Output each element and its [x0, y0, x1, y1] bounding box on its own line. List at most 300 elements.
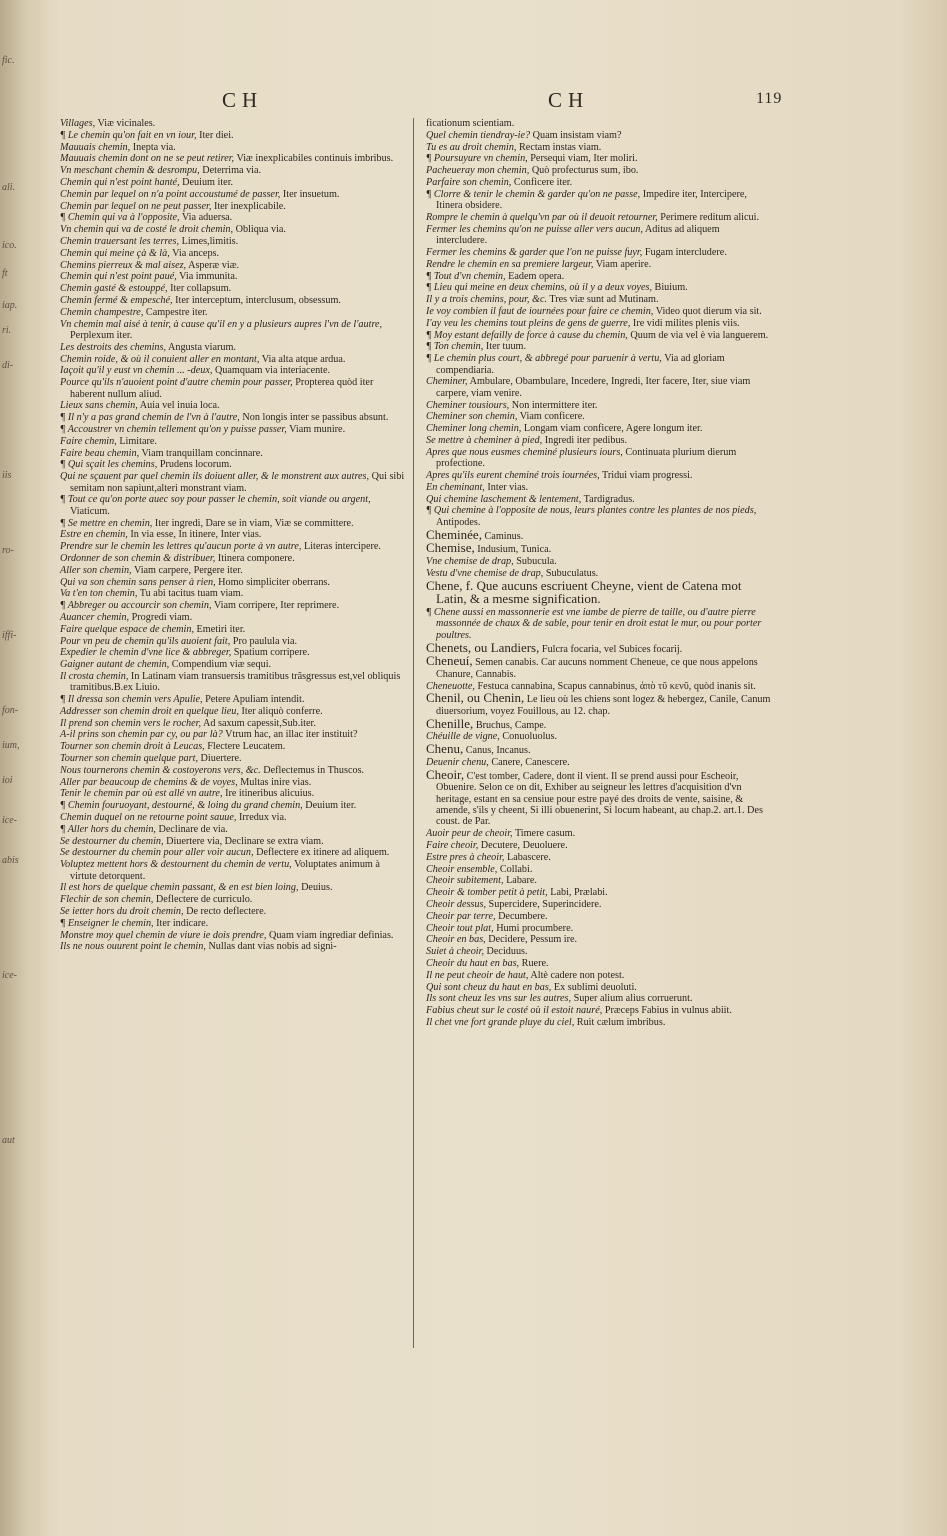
entry-latin: Præceps Fabius in vulnus abiit.: [602, 1005, 732, 1017]
entry-latin: Deciduus.: [484, 946, 528, 958]
entry-latin: Altè cadere non potest.: [528, 969, 625, 981]
dictionary-entry: [60, 612, 405, 623]
entry-french: Chemin gasté & estouppé,: [60, 283, 168, 295]
entry-latin: Quamquam via interiacente.: [212, 365, 331, 377]
entry-french: Cheoir tout plat,: [426, 922, 494, 934]
entry-french: ¶ Chemin fouruoyant, destourné, & loing du grand chemin,: [60, 800, 303, 812]
entry-latin: Non longis inter se passibus absunt.: [239, 412, 389, 424]
entry-french: Vestu d'vne chemise de drap,: [426, 567, 544, 579]
entry-french: Qui chemine laschement & lentement,: [426, 493, 582, 505]
entry-latin: Inepta via.: [130, 141, 176, 153]
entry-latin: Decutere, Deuoluere.: [478, 839, 568, 851]
page-number: 119: [756, 90, 783, 107]
entry-french: ¶ Abbreger ou accourcir son chemin,: [60, 600, 212, 612]
entry-french: Iaçoit qu'il y eust vn chemin ... -deux,: [60, 365, 213, 377]
entry-french: Chemin champestre,: [60, 306, 144, 318]
entry-french: ¶ Tout d'vn chemin,: [426, 270, 506, 282]
entry-french: Estre pres à cheoir,: [426, 851, 505, 863]
dictionary-entry: [60, 153, 405, 164]
entry-latin: Semen canabis. Car aucuns nomment Cheneue, ce que nous appelons Chanure, Cannabis.: [436, 657, 758, 680]
dictionary-entry: [60, 894, 405, 905]
entry-french: Expedier le chemin d'vne lice & abbreger,: [60, 647, 232, 659]
entry-french: Fabius cheut sur le costé où il estoit nauré,: [426, 1005, 603, 1017]
dictionary-entry: [426, 294, 772, 305]
entry-french: Cheneuotte,: [426, 680, 475, 692]
entry-latin: Flectere Leucatem.: [204, 741, 286, 753]
gutter-mark: ice-: [2, 970, 17, 981]
dictionary-entry: [426, 946, 772, 957]
dictionary-entry: [426, 993, 772, 1004]
entry-french: Cheoir & tomber petit à petit,: [426, 887, 548, 899]
dictionary-entry: [60, 236, 405, 247]
dictionary-entry: [60, 588, 405, 599]
dictionary-entry: [60, 189, 405, 200]
dictionary-entry: [60, 729, 405, 740]
entry-latin: Asperæ viæ.: [186, 259, 240, 271]
entry-french: Fermer les chemins & garder que l'on ne puisse fuyr,: [426, 246, 643, 258]
dictionary-entry: [60, 377, 405, 400]
dictionary-entry: [60, 165, 405, 176]
entry-latin: Conficere iter.: [511, 176, 573, 188]
entry-latin: ficationum scientiam.: [426, 118, 515, 129]
entry-french: ¶ Le chemin qu'on fait en vn iour,: [60, 129, 197, 141]
dictionary-entry: [60, 130, 405, 141]
gutter-mark: ium,: [2, 740, 20, 751]
dictionary-entry: [426, 165, 772, 176]
entry-french: Lieux sans chemin,: [60, 400, 138, 412]
dictionary-entry: [426, 118, 772, 129]
entry-latin: Viam corripere, Iter reprimere.: [211, 600, 340, 612]
entry-latin: Labi, Prælabi.: [547, 887, 608, 899]
entry-french: Chenille,: [426, 715, 474, 731]
entry-french: Il prend son chemin vers le rocher,: [60, 717, 201, 729]
entry-latin: Irredux via.: [236, 812, 287, 824]
entry-french: Chene, f. Que aucuns escriuent Cheyne, vient de Catena mot Latin, & a mesme signification.: [426, 577, 742, 607]
entry-latin: Subuculatus.: [543, 567, 599, 579]
entry-french: ¶ Ton chemin,: [426, 341, 484, 353]
right-column: [426, 118, 772, 1029]
entry-latin: Ire itineribus alicuius.: [222, 788, 315, 800]
entry-french: Les destroits des chemins,: [60, 341, 167, 353]
gutter-mark: ro-: [2, 545, 14, 556]
entry-french: Chemin par lequel on n'a point accoustumé de passer,: [60, 188, 281, 200]
entry-french: Fermer les chemins qu'on ne puisse aller vers aucun,: [426, 223, 643, 235]
entry-latin: Biuium.: [652, 282, 688, 294]
entry-latin: Ingredi iter pedibus.: [542, 434, 628, 446]
entry-french: Chemin qui meine çà & là,: [60, 247, 170, 259]
dictionary-entry: [426, 731, 772, 742]
entry-french: Cheneuí,: [426, 653, 473, 669]
dictionary-entry: [426, 828, 772, 839]
entry-latin: Literas intercipere.: [301, 541, 381, 553]
dictionary-entry: [426, 875, 772, 886]
entry-french: ¶ Il dressa son chemin vers Apulie,: [60, 694, 203, 706]
entry-french: Gaigner autant de chemin,: [60, 659, 170, 671]
entry-french: Auancer chemin,: [60, 611, 130, 623]
entry-french: Prendre sur le chemin les lettres qu'aucun porte à vn autre,: [60, 541, 302, 553]
entry-latin: Compendium viæ sequi.: [169, 659, 272, 671]
gutter-mark: aut: [2, 1135, 15, 1146]
entry-latin: Viam tranquillam concinnare.: [139, 447, 263, 459]
entry-latin: Itinera componere.: [215, 552, 295, 564]
entry-latin: Qui sibi semitam non sapiunt,alteri monstrant viam.: [70, 471, 405, 494]
entry-french: Il y a trois chemins, pour, &c.: [426, 294, 548, 306]
entry-french: Rompre le chemin à quelqu'vn par où il deuoit retourner,: [426, 211, 658, 223]
entry-french: Se ietter hors du droit chemin,: [60, 906, 184, 918]
entry-french: ¶ Se mettre en chemin,: [60, 517, 153, 529]
entry-latin: Tres viæ sunt ad Mutinam.: [547, 294, 659, 306]
entry-latin: Tardigradus.: [581, 493, 635, 505]
dictionary-entry: [60, 142, 405, 153]
dictionary-entry: [426, 655, 772, 680]
entry-latin: Impedire iter, Intercipere, Itinera obsidere.: [436, 188, 747, 212]
dictionary-entry: [426, 482, 772, 493]
dictionary-entry: [426, 142, 772, 153]
entry-french: Il crosta chemin,: [60, 670, 129, 682]
entry-latin: Supercidere, Superincidere.: [486, 898, 602, 910]
entry-latin: Iter aliquò conferre.: [238, 705, 323, 717]
entry-french: Addresser son chemin droit en quelque lieu,: [60, 705, 239, 717]
dictionary-entry: [426, 447, 772, 470]
dictionary-entry: [426, 318, 772, 329]
dictionary-entry: [426, 376, 772, 399]
entry-latin: Ruere.: [519, 957, 549, 969]
dictionary-entry: [60, 436, 405, 447]
entry-french: ¶ Qui sçait les chemins,: [60, 459, 158, 471]
gutter-marginalia: [0, 0, 30, 1536]
dictionary-entry: [60, 553, 405, 564]
gutter-mark: fic.: [2, 55, 15, 66]
entry-latin: Angusta viarum.: [166, 341, 236, 353]
dictionary-entry: [426, 864, 772, 875]
dictionary-entry: [60, 424, 405, 435]
dictionary-entry: [426, 934, 772, 945]
dictionary-entry: [426, 271, 772, 282]
entry-latin: Iter indicare.: [153, 917, 209, 929]
dictionary-entry: [426, 259, 772, 270]
dictionary-entry: [60, 800, 405, 811]
entry-french: Chemin roide, & où il conuient aller en montant,: [60, 353, 260, 365]
entry-latin: Longam viam conficere, Agere longum iter.: [521, 423, 703, 435]
entry-latin: Viam aperire.: [593, 258, 652, 270]
entry-latin: Viam conficere.: [517, 411, 585, 423]
entry-latin: Indusium, Tunica.: [474, 544, 552, 556]
entry-french: ¶ Chene aussi en massonnerie est vne iambe de pierre de taille, ou d'autre pierre massonnée de chaux & de sable, pour tenir en droit estat le mur, ou pour porter poultres.: [426, 606, 762, 641]
entry-latin: Deflectere de curriculo.: [153, 894, 253, 906]
dictionary-entry: [60, 260, 405, 271]
entry-latin: Tu abi tacitus tuam viam.: [137, 588, 244, 600]
entry-latin: Ambulare, Obambulare, Incedere, Ingredi, Iter facere, Iter, siue viam carpere, viam venire.: [436, 376, 751, 399]
entry-latin: In Latinam viam transuersis tramitibus trãsgressus est,vel obliquis tramitibus.B.ex Liuio.: [70, 670, 401, 694]
dictionary-entry: [426, 607, 772, 641]
entry-latin: De recto deflectere.: [183, 906, 267, 918]
dictionary-entry: [60, 859, 405, 882]
entry-french: Aller son chemin,: [60, 564, 132, 576]
entry-french: ¶ Poursuyure vn chemin,: [426, 153, 528, 165]
entry-latin: Campestre iter.: [143, 306, 208, 318]
gutter-mark: ft: [2, 268, 8, 279]
dictionary-entry: [426, 757, 772, 768]
entry-french: Se destourner du chemin,: [60, 835, 164, 847]
dictionary-entry: [426, 177, 772, 188]
entry-latin: Declinare de via.: [155, 823, 228, 835]
entry-latin: Ire vidi milites plenis viis.: [630, 317, 740, 329]
entry-french: Suiet à cheoir,: [426, 946, 484, 958]
entry-latin: Via aduersa.: [179, 212, 233, 224]
entry-french: Qui sont cheuz du haut en bas,: [426, 981, 552, 993]
dictionary-entry: [426, 970, 772, 981]
gutter-mark: ice-: [2, 815, 17, 826]
dictionary-entry: [426, 899, 772, 910]
entry-french: ¶ Clorre & tenir le chemin & garder qu'on ne passe,: [426, 188, 641, 200]
entry-latin: Quam viam ingrediar definias.: [266, 929, 394, 941]
entry-french: ¶ Accoustrer vn chemin tellement qu'on y puisse passer,: [60, 423, 287, 435]
dictionary-entry: [426, 982, 772, 993]
dictionary-entry: [60, 836, 405, 847]
entry-french: Chemins pierreux & mal aisez,: [60, 259, 187, 271]
entry-french: ¶ Chemin qui va à l'opposite,: [60, 212, 180, 224]
dictionary-entry: [60, 565, 405, 576]
dictionary-entry: [60, 918, 405, 929]
dictionary-entry: [60, 118, 405, 129]
dictionary-entry: [60, 600, 405, 611]
entry-latin: Aditus ad aliquem intercludere.: [436, 223, 720, 247]
entry-french: Cheoir du haut en bas,: [426, 957, 520, 969]
entry-french: Monstre moy quel chemin de viure ie dois prendre,: [60, 929, 267, 941]
dictionary-entry: [426, 224, 772, 247]
entry-french: Ordonner de son chemin & distribuer,: [60, 552, 216, 564]
dictionary-entry: [426, 400, 772, 411]
dictionary-entry: [426, 743, 772, 756]
gutter-mark: ri.: [2, 325, 12, 336]
entry-latin: Nullas dant vias nobis ad signi-: [205, 941, 337, 953]
dictionary-entry: [60, 271, 405, 282]
entry-latin: Non intermittere iter.: [509, 399, 598, 411]
entry-latin: Deflectere ex itinere ad aliquem.: [253, 847, 390, 859]
entry-latin: Iter collapsum.: [167, 283, 232, 295]
entry-french: Chenu,: [426, 741, 464, 757]
entry-latin: Vtrum hac, an illac iter instituit?: [222, 729, 358, 741]
dictionary-entry: [60, 224, 405, 235]
entry-french: Aller par beaucoup de chemins & de voyes,: [60, 776, 238, 788]
entry-french: Se destourner du chemin pour aller voir aucun,: [60, 847, 254, 859]
entry-french: Cheoir ensemble,: [426, 863, 498, 875]
entry-latin: Perplexum iter.: [70, 329, 133, 341]
entry-french: Voluptez mettent hors & destournent du chemin de vertu,: [60, 859, 292, 871]
entry-french: Cheoir,: [426, 766, 465, 782]
dictionary-entry: [426, 692, 772, 717]
entry-latin: Deflectemus in Thuscos.: [260, 764, 365, 776]
gutter-mark: di-: [2, 360, 14, 371]
entry-french: Chéuille de vigne,: [426, 731, 500, 743]
entry-french: Chemin qui n'est point hanté,: [60, 176, 180, 188]
entry-latin: Spatium corripere.: [231, 647, 310, 659]
entry-french: Qui ne sçauent par quel chemin ils doiuent aller, & le monstrent aux autres,: [60, 471, 370, 483]
dictionary-entry: [426, 505, 772, 528]
dictionary-entry: [426, 470, 772, 481]
dictionary-entry: [60, 812, 405, 823]
dictionary-entry: [426, 639, 772, 655]
dictionary-entry: [60, 906, 405, 917]
gutter-mark: fon-: [2, 705, 19, 716]
entry-french: I'ay veu les chemins tout pleins de gens de guerre,: [426, 317, 631, 329]
entry-latin: Auia vel inuia loca.: [137, 400, 220, 412]
dictionary-entry: [426, 911, 772, 922]
entry-french: Cheminée,: [426, 526, 482, 542]
entry-french: Rendre le chemin en sa premiere largeur,: [426, 258, 594, 270]
entry-latin: Fugam intercludere.: [642, 246, 727, 258]
dictionary-entry: [426, 423, 772, 434]
dictionary-entry: [60, 765, 405, 776]
entry-latin: Labare.: [503, 875, 537, 887]
dictionary-entry: [426, 212, 772, 223]
dictionary-entry: [60, 295, 405, 306]
entry-french: Se mettre à cheminer à pied,: [426, 434, 543, 446]
dictionary-entry: [60, 283, 405, 294]
entry-french: Chemin trauersant les terres,: [60, 235, 180, 247]
dictionary-entry: [426, 715, 772, 731]
entry-french: Mauuais chemin dont on ne se peut retirer,: [60, 153, 235, 165]
dictionary-entry: [60, 577, 405, 588]
entry-french: Faire quelque espace de chemin,: [60, 623, 194, 635]
entry-latin: Iter tuum.: [483, 341, 527, 353]
entry-latin: Viæ inexplicabiles continuis imbribus.: [234, 153, 394, 165]
entry-french: Chemin qui n'est point paué,: [60, 271, 177, 283]
entry-french: Vn meschant chemin & desrompu,: [60, 165, 200, 177]
entry-latin: Festuca cannabina, Scapus cannabinus, ἀπὸ τῦ κενῦ, quòd inanis sit.: [474, 680, 756, 692]
dictionary-entry: [60, 824, 405, 835]
entry-latin: Diuertere via, Declinare se extra viam.: [163, 835, 324, 847]
entry-latin: Emetiri iter.: [194, 623, 246, 635]
running-head-left: CH: [222, 88, 264, 112]
gutter-mark: abis: [2, 855, 19, 866]
dictionary-entry: [426, 330, 772, 341]
dictionary-entry: [426, 766, 772, 828]
entry-latin: Deuius.: [298, 882, 333, 894]
dictionary-entry: [426, 494, 772, 505]
entry-latin: C'est tomber, Cadere, dont il vient. Il se prend aussi pour Escheoir, Obuenire. Selon ce on dit, Exhiber au seigneur les lettres d'acquisition d'vn heritage, estant en sa censiue pour estre payé des droits de vente, saisine, & amende, s'ils y cheent, Si illi obuenerint, Si locum habeant, au chap.2. art.1. Des coust. de Par.: [436, 770, 763, 828]
entry-french: En cheminant,: [426, 481, 485, 493]
entry-french: Mauuais chemin,: [60, 141, 131, 153]
gutter-mark: iap.: [2, 300, 18, 311]
entry-latin: Caminus.: [481, 530, 524, 542]
dictionary-entry: [60, 847, 405, 858]
entry-french: Chemin duquel on ne retourne point sauue,: [60, 812, 237, 824]
entry-french: Chenil, ou Chenin,: [426, 690, 525, 706]
dictionary-entry: [60, 624, 405, 635]
dictionary-entry: [426, 411, 772, 422]
entry-latin: Viam munire.: [286, 423, 346, 435]
entry-french: ¶ Aller hors du chemin,: [60, 823, 156, 835]
entry-french: Ie voy combien il faut de iournées pour faire ce chemin,: [426, 305, 654, 317]
entry-latin: Via anceps.: [169, 247, 220, 259]
dictionary-entry: [426, 542, 772, 555]
entry-french: Tourner son chemin quelque part,: [60, 753, 198, 765]
entry-french: Qui va son chemin sans penser à rien,: [60, 576, 216, 588]
entry-latin: In via esse, In itinere, Inter vias.: [127, 529, 262, 541]
entry-french: Faire beau chemin,: [60, 447, 140, 459]
dictionary-entry: [426, 887, 772, 898]
entry-french: Cheminer,: [426, 376, 468, 388]
dictionary-entry: [60, 342, 405, 353]
entry-french: A-il prins son chemin par cy, ou par là?: [60, 729, 223, 741]
entry-latin: Video quot dierum via sit.: [653, 305, 762, 317]
entry-latin: Quum de via vel è via languerem.: [627, 329, 769, 341]
dictionary-entry: [60, 941, 405, 952]
entry-french: Faire cheoir,: [426, 839, 479, 851]
entry-latin: Decidere, Pessum ire.: [485, 934, 578, 946]
entry-latin: Deuium iter.: [302, 800, 357, 812]
dictionary-entry: [426, 577, 772, 607]
dictionary-entry: [60, 365, 405, 376]
dictionary-entry: [426, 852, 772, 863]
dictionary-entry: [426, 341, 772, 352]
entry-latin: Canere, Canescere.: [488, 756, 570, 768]
entry-latin: Via immunita.: [176, 271, 238, 283]
entry-latin: Diuertere.: [198, 753, 242, 765]
dictionary-entry: [60, 412, 405, 423]
entry-latin: Progredi viam.: [129, 611, 193, 623]
entry-french: Cheminer tousiours,: [426, 399, 510, 411]
entry-french: Parfaire son chemin,: [426, 176, 512, 188]
dictionary-entry: [60, 212, 405, 223]
dictionary-entry: [60, 459, 405, 470]
entry-french: ¶ Enseigner le chemin,: [60, 917, 154, 929]
entry-french: Ils ne nous ouurent point le chemin,: [60, 941, 206, 953]
entry-latin: Quò profecturus sum, ibo.: [529, 165, 639, 177]
entry-latin: Bruchus, Campe.: [473, 719, 547, 731]
entry-french: ¶ Lieu qui meine en deux chemins, où il y a deux voyes,: [426, 282, 652, 294]
dictionary-entry: [426, 526, 772, 542]
dictionary-entry: [426, 840, 772, 851]
entry-latin: Iter ingredi, Dare se in viam, Viæ se committere.: [152, 517, 354, 529]
entry-french: Estre en chemin,: [60, 529, 128, 541]
entry-french: Nous tournerons chemin & costoyerons vers, &c.: [60, 764, 261, 776]
dictionary-entry: [60, 400, 405, 411]
entry-latin: Homo simpliciter oberrans.: [215, 576, 330, 588]
dictionary-entry: [60, 777, 405, 788]
entry-latin: Voluptates animum à virtute detorquent.: [70, 859, 380, 882]
dictionary-entry: [60, 518, 405, 529]
dictionary-entry: [60, 647, 405, 658]
dictionary-entry: [60, 659, 405, 670]
entry-french: Vn chemin qui va de costé le droit chemin,: [60, 224, 234, 236]
entry-latin: Viam carpere, Pergere iter.: [131, 564, 243, 576]
entry-latin: Humi procumbere.: [493, 922, 574, 934]
entry-latin: Quam insistam viam?: [530, 129, 622, 141]
entry-latin: Limitare.: [116, 435, 157, 447]
dictionary-entry: [60, 788, 405, 799]
entry-french: ¶ Qui chemine à l'opposite de nous, leurs plantes contre les plantes de nos pieds,: [426, 505, 757, 517]
entry-latin: Continuata plurium dierum profectione.: [436, 446, 737, 470]
entry-latin: Collabi.: [497, 863, 533, 875]
entry-latin: Antipodes.: [436, 516, 481, 528]
entry-french: Vne chemise de drap,: [426, 556, 514, 568]
entry-french: Va t'en ton chemin,: [60, 588, 138, 600]
entry-french: Ils sont cheuz les vns sur les autres,: [426, 993, 572, 1005]
column-divider: [413, 118, 414, 1348]
entry-french: ¶ Il n'y a pas grand chemin de l'vn à l'autre,: [60, 412, 240, 424]
dictionary-entry: [60, 354, 405, 365]
entry-latin: Deterrima via.: [199, 165, 262, 177]
gutter-mark: iffi-: [2, 630, 17, 641]
dictionary-entry: [426, 923, 772, 934]
gutter-mark: ico.: [2, 240, 17, 251]
entry-latin: Propterea quòd iter haberent nullum aliud.: [70, 377, 374, 400]
entry-latin: Obliqua via.: [233, 224, 286, 236]
entry-french: Faire chemin,: [60, 435, 117, 447]
entry-latin: Iter inexplicabile.: [211, 200, 286, 212]
